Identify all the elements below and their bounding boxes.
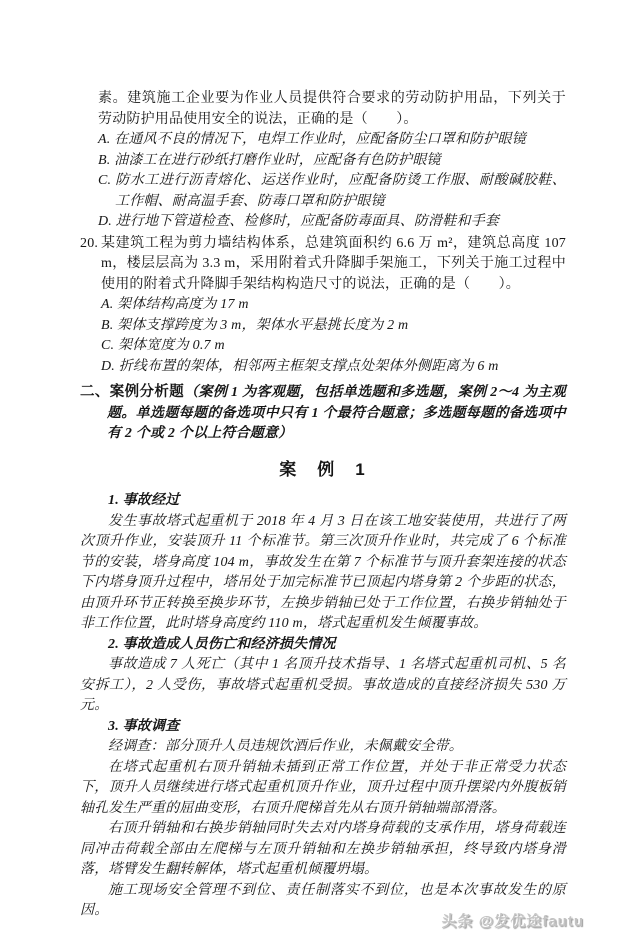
section-2-note: （案例 1 为客观题，包括单选题和多选题，案例 2～4 为主观题。单选题每题的备选项中只有 1 个最符合题意；多选题每题的备选项中有 2 个或 2 个以上符合题意） [107, 385, 566, 441]
question-20-option-d: D. 折线布置的架体，相邻两主框架支撑点处架体外侧距离为 6 m [101, 358, 499, 374]
case-1-title: 案 例 1 [279, 459, 367, 479]
case-1-paragraph-3: 经调查：部分顶升人员违规饮酒后作业，未佩戴安全带。 [108, 739, 463, 754]
question-20-option-c: C. 架体宽度为 0.7 m [101, 338, 225, 353]
question-20 [80, 234, 566, 378]
watermark: 头条 @发优途fautu [441, 913, 584, 930]
section-2-header [80, 382, 566, 445]
question-19-option-c: C. 防水工进行沥青熔化、运送作业时，应配备防烫工作服、耐酸碱胶鞋、工作帽、耐高温手套、防毒口罩和防护眼镜 [98, 173, 566, 209]
page-content [80, 89, 566, 922]
question-19-stem: 素。建筑施工企业要为作业人员提供符合要求的劳动防护用品，下列关于劳动防护用品使用安全的说法，正确的是（ ）。 [98, 91, 566, 127]
question-20-body [101, 234, 566, 378]
question-20-number: 20. [80, 235, 99, 251]
section-2-title: 二、案例分析题 [80, 384, 185, 400]
case-1-paragraph-1: 发生事故塔式起重机于 2018 年 4 月 3 日在该工地安装使用，共进行了两次顶升作业，安装顶升 11 个标准节。第三次顶升作业时，共完成了 6 个标准节的安装，塔身高度 104 m，事故发生在第 7 个标准节与顶升套架连接的状态下内塔身顶升过程中，塔吊处于加完标准节已顶起内塔身第 2 个步距的状态，由顶升环节正转换至换步环节，左换步销轴已处于工作位置，右换步销轴处于非工作位置，此时塔身高度约 110 m，塔式起重机发生倾覆事故。 [80, 513, 566, 631]
question-19-option-d: D. 进行地下管道检查、检修时，应配备防毒面具、防滑鞋和手套 [98, 214, 500, 229]
question-20-option-b: B. 架体支撑跨度为 3 m，架体水平悬挑长度为 2 m [101, 317, 409, 333]
question-20-stem: 某建筑工程为剪力墙结构体系，总建筑面积约 6.6 万 m²，建筑总高度 107 m，楼层层高为 3.3 m，采用附着式升降脚手架施工，下列关于施工过程中使用的附着式升降脚手架结构构造尺寸的说法，正确的是（ ）。 [101, 235, 566, 292]
question-19-option-a: A. 在通风不良的情况下，电焊工作业时，应配备防尘口罩和防护眼镜 [98, 132, 526, 147]
case-1-paragraph-5: 右顶升销轴和右换步销轴同时失去对内塔身荷载的支承作用，塔身荷载连同冲击荷载全部由左爬梯与左顶升销轴和左换步销轴承担，终导致内塔身滑落，塔臂发生翻转解体，塔式起重机倾覆坍塌。 [80, 821, 566, 877]
case-1-paragraph-6: 施工现场安全管理不到位、责任制落实不到位，也是本次事故发生的原因。 [80, 882, 566, 918]
case-1-paragraph-4: 在塔式起重机右顶升销轴未插到正常工作位置，并处于非正常受力状态下，顶升人员继续进行塔式起重机顶升作业，顶升过程中顶升摆梁内外腹板销轴孔发生严重的屈曲变形，右顶升爬梯首先从右顶升销轴端部滑落。 [80, 759, 566, 816]
case-1-heading-1: 1. 事故经过 [108, 493, 180, 508]
question-19-continuation [80, 89, 566, 233]
question-20-option-a: A. 架体结构高度为 17 m [101, 297, 249, 312]
case-1-heading-3: 3. 事故调查 [108, 718, 180, 734]
case-1-heading-2: 2. 事故造成人员伤亡和经济损失情况 [108, 636, 336, 652]
case-1-paragraph-2: 事故造成 7 人死亡（其中 1 名顶升技术指导、1 名塔式起重机司机、5 名安拆工），2 人受伤，事故塔式起重机受损。事故造成的直接经济损失 530 万元。 [80, 657, 566, 713]
question-19-option-b: B. 油漆工在进行砂纸打磨作业时，应配备有色防护眼镜 [98, 152, 441, 168]
